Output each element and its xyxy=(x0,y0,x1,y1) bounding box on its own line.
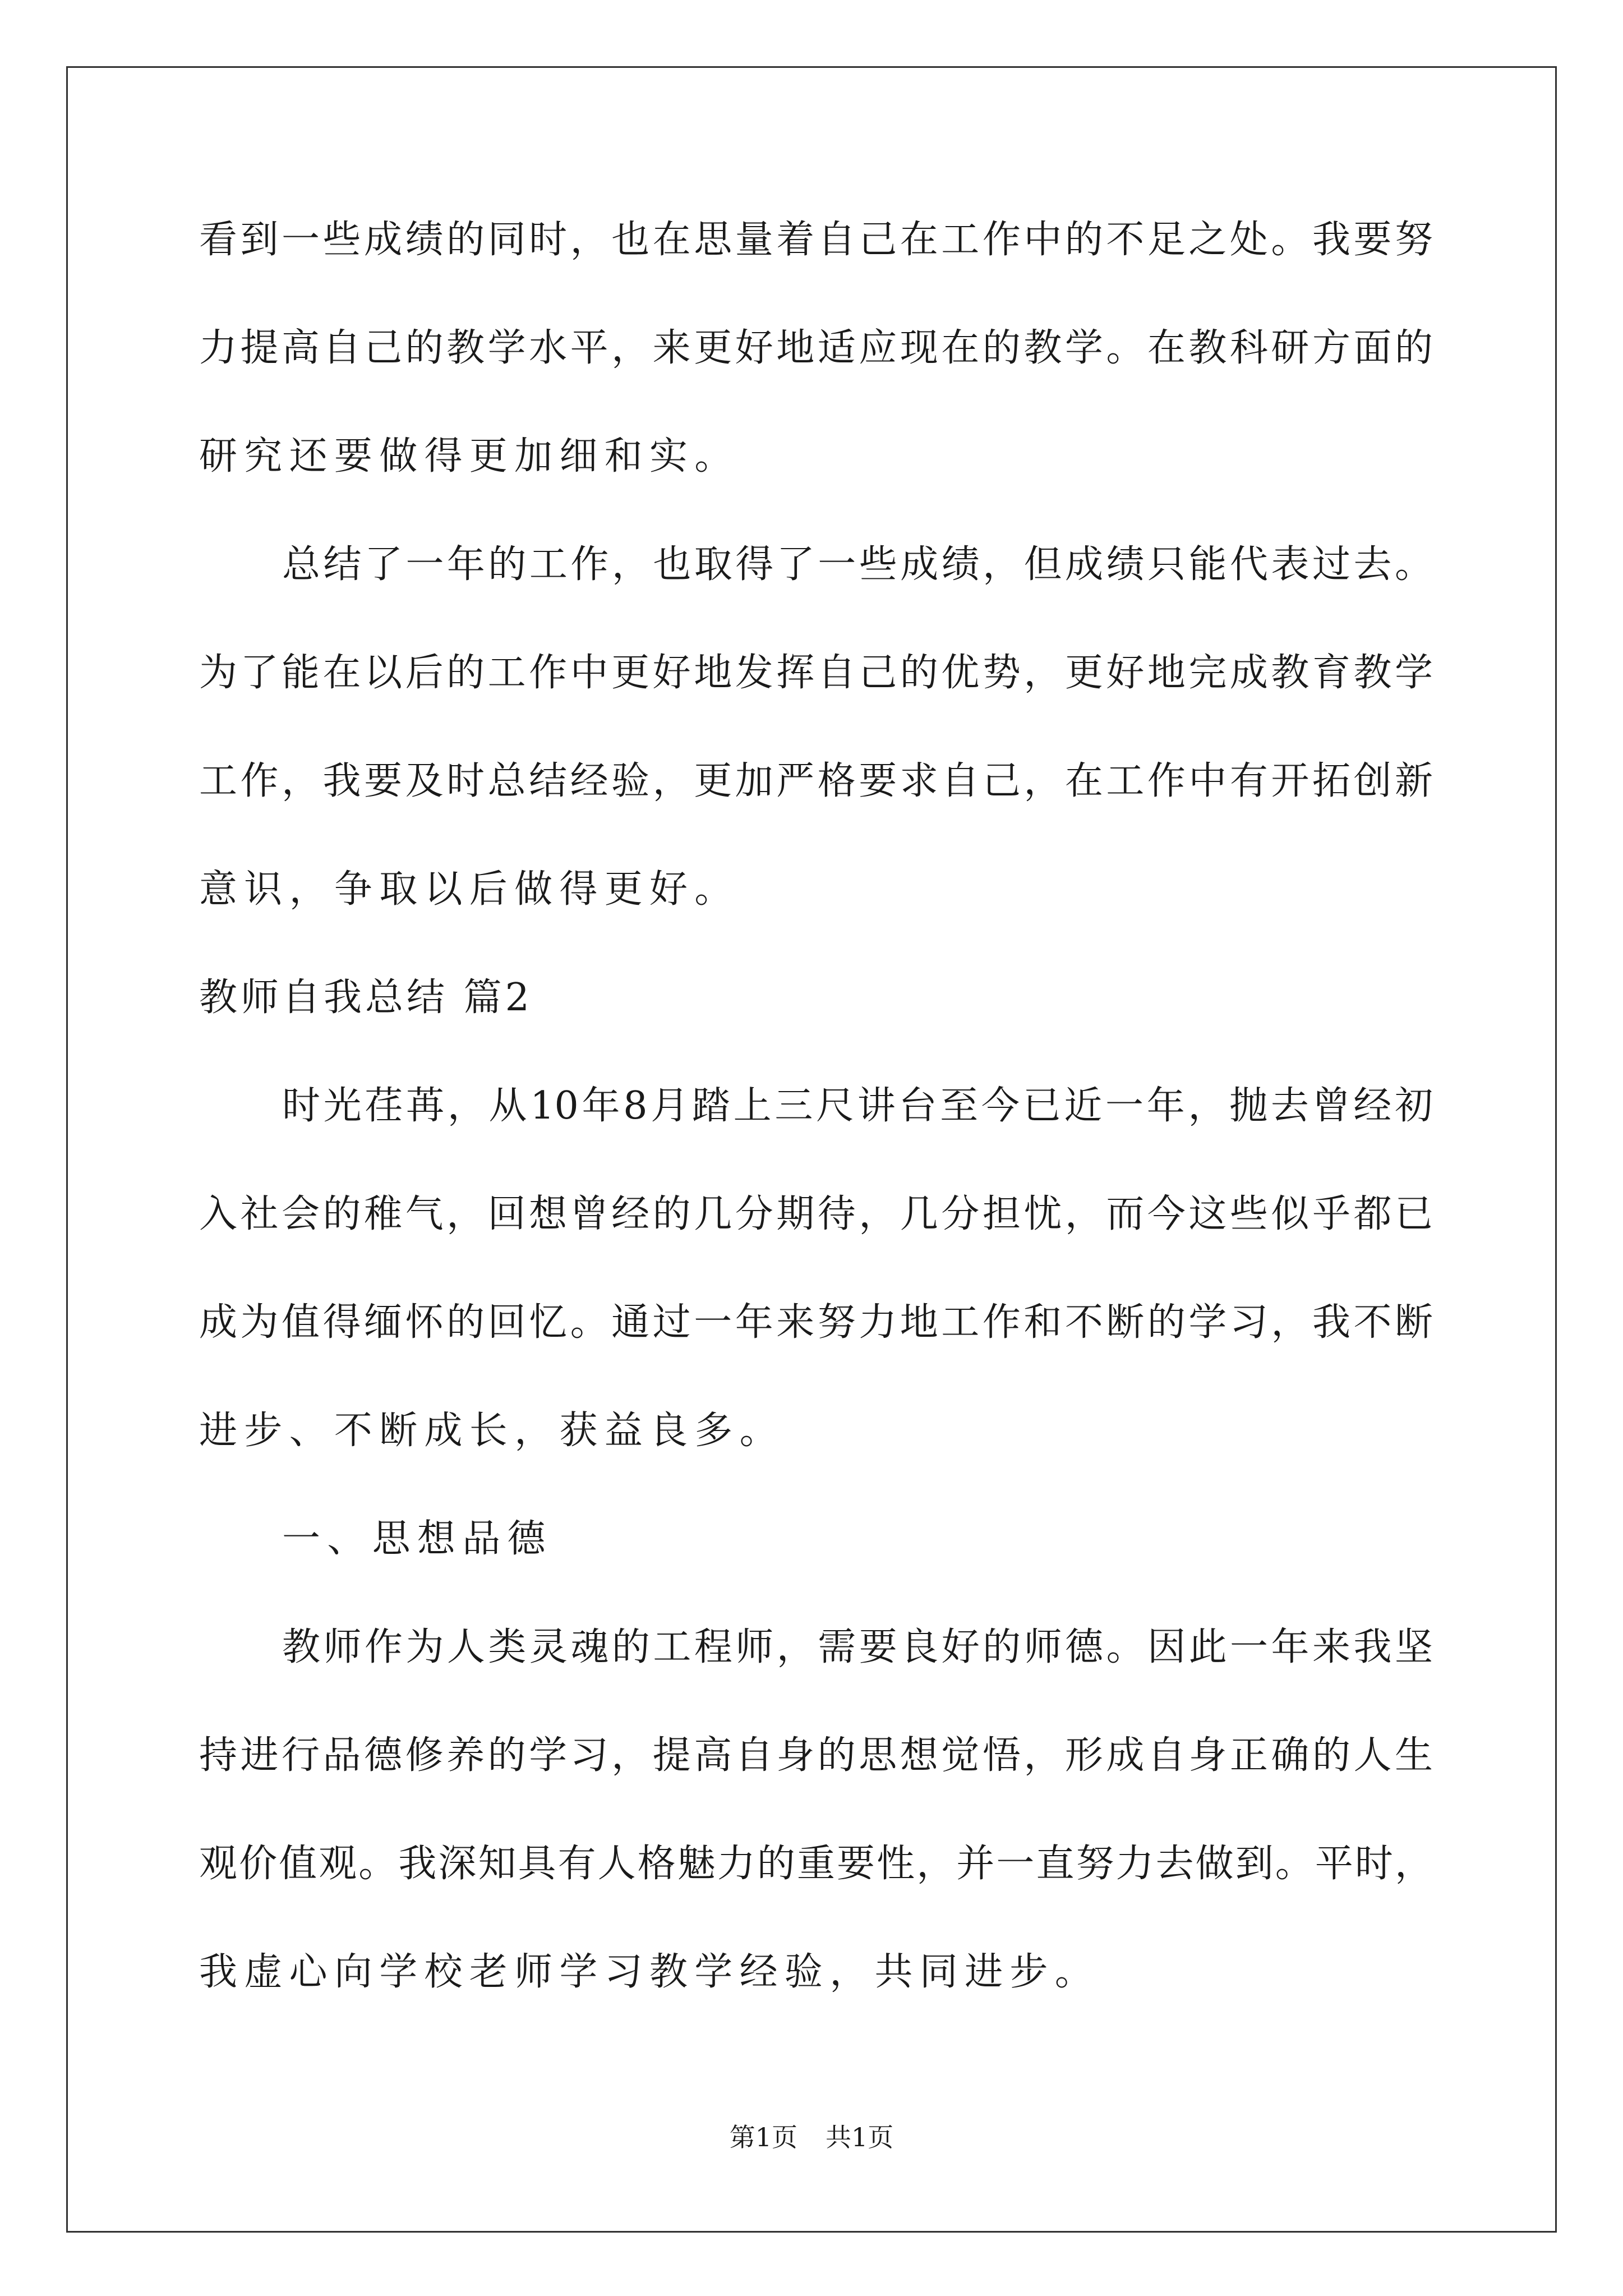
text-line: 总结了一年的工作，也取得了一些成绩，但成绩只能代表过去。 xyxy=(282,542,1433,587)
text-line: 我虚心向学校老师学习教学经验，共同进步。 xyxy=(199,1950,1100,1994)
text-line: 进步、不断成长，获益良多。 xyxy=(199,1409,785,1453)
text-line: 入社会的稚气，回想曾经的几分期待，几分担忧，而今这些似乎都已 xyxy=(199,1192,1433,1236)
page-number-current: 第1页 xyxy=(729,2122,797,2152)
text-line: 工作，我要及时总结经验，更加严格要求自己，在工作中有开拓创新 xyxy=(199,759,1433,803)
text-line: 为了能在以后的工作中更好地发挥自己的优势，更好地完成教育教学 xyxy=(199,651,1433,695)
text-line: 研究还要做得更加细和实。 xyxy=(199,434,740,478)
document-body xyxy=(199,213,1433,2054)
text-line: 意识，争取以后做得更好。 xyxy=(199,867,740,912)
page-footer xyxy=(0,2120,1623,2154)
text-line: 时光荏苒，从10年8月踏上三尺讲台至今已近一年，抛去曾经初 xyxy=(282,1084,1433,1128)
text-line: 看到一些成绩的同时，也在思量着自己在工作中的不足之处。我要努 xyxy=(199,218,1433,262)
text-line: 力提高自己的教学水平，来更好地适应现在的教学。在教科研方面的 xyxy=(199,326,1433,370)
text-line: 教师作为人类灵魂的工程师，需要良好的师德。因此一年来我坚 xyxy=(282,1625,1433,1669)
text-line: 持进行品德修养的学习，提高自身的思想觉悟，形成自身正确的人生 xyxy=(199,1733,1433,1778)
text-line: 成为值得缅怀的回忆。通过一年来努力地工作和不断的学习，我不断 xyxy=(199,1300,1433,1345)
page-number-total: 共1页 xyxy=(826,2122,894,2152)
text-line: 观价值观。我深知具有人格魅力的重要性，并一直努力去做到。平时， xyxy=(199,1842,1433,1886)
section-heading: 教师自我总结 篇2 xyxy=(199,976,533,1020)
text-line: 一、思想品德 xyxy=(282,1517,552,1561)
